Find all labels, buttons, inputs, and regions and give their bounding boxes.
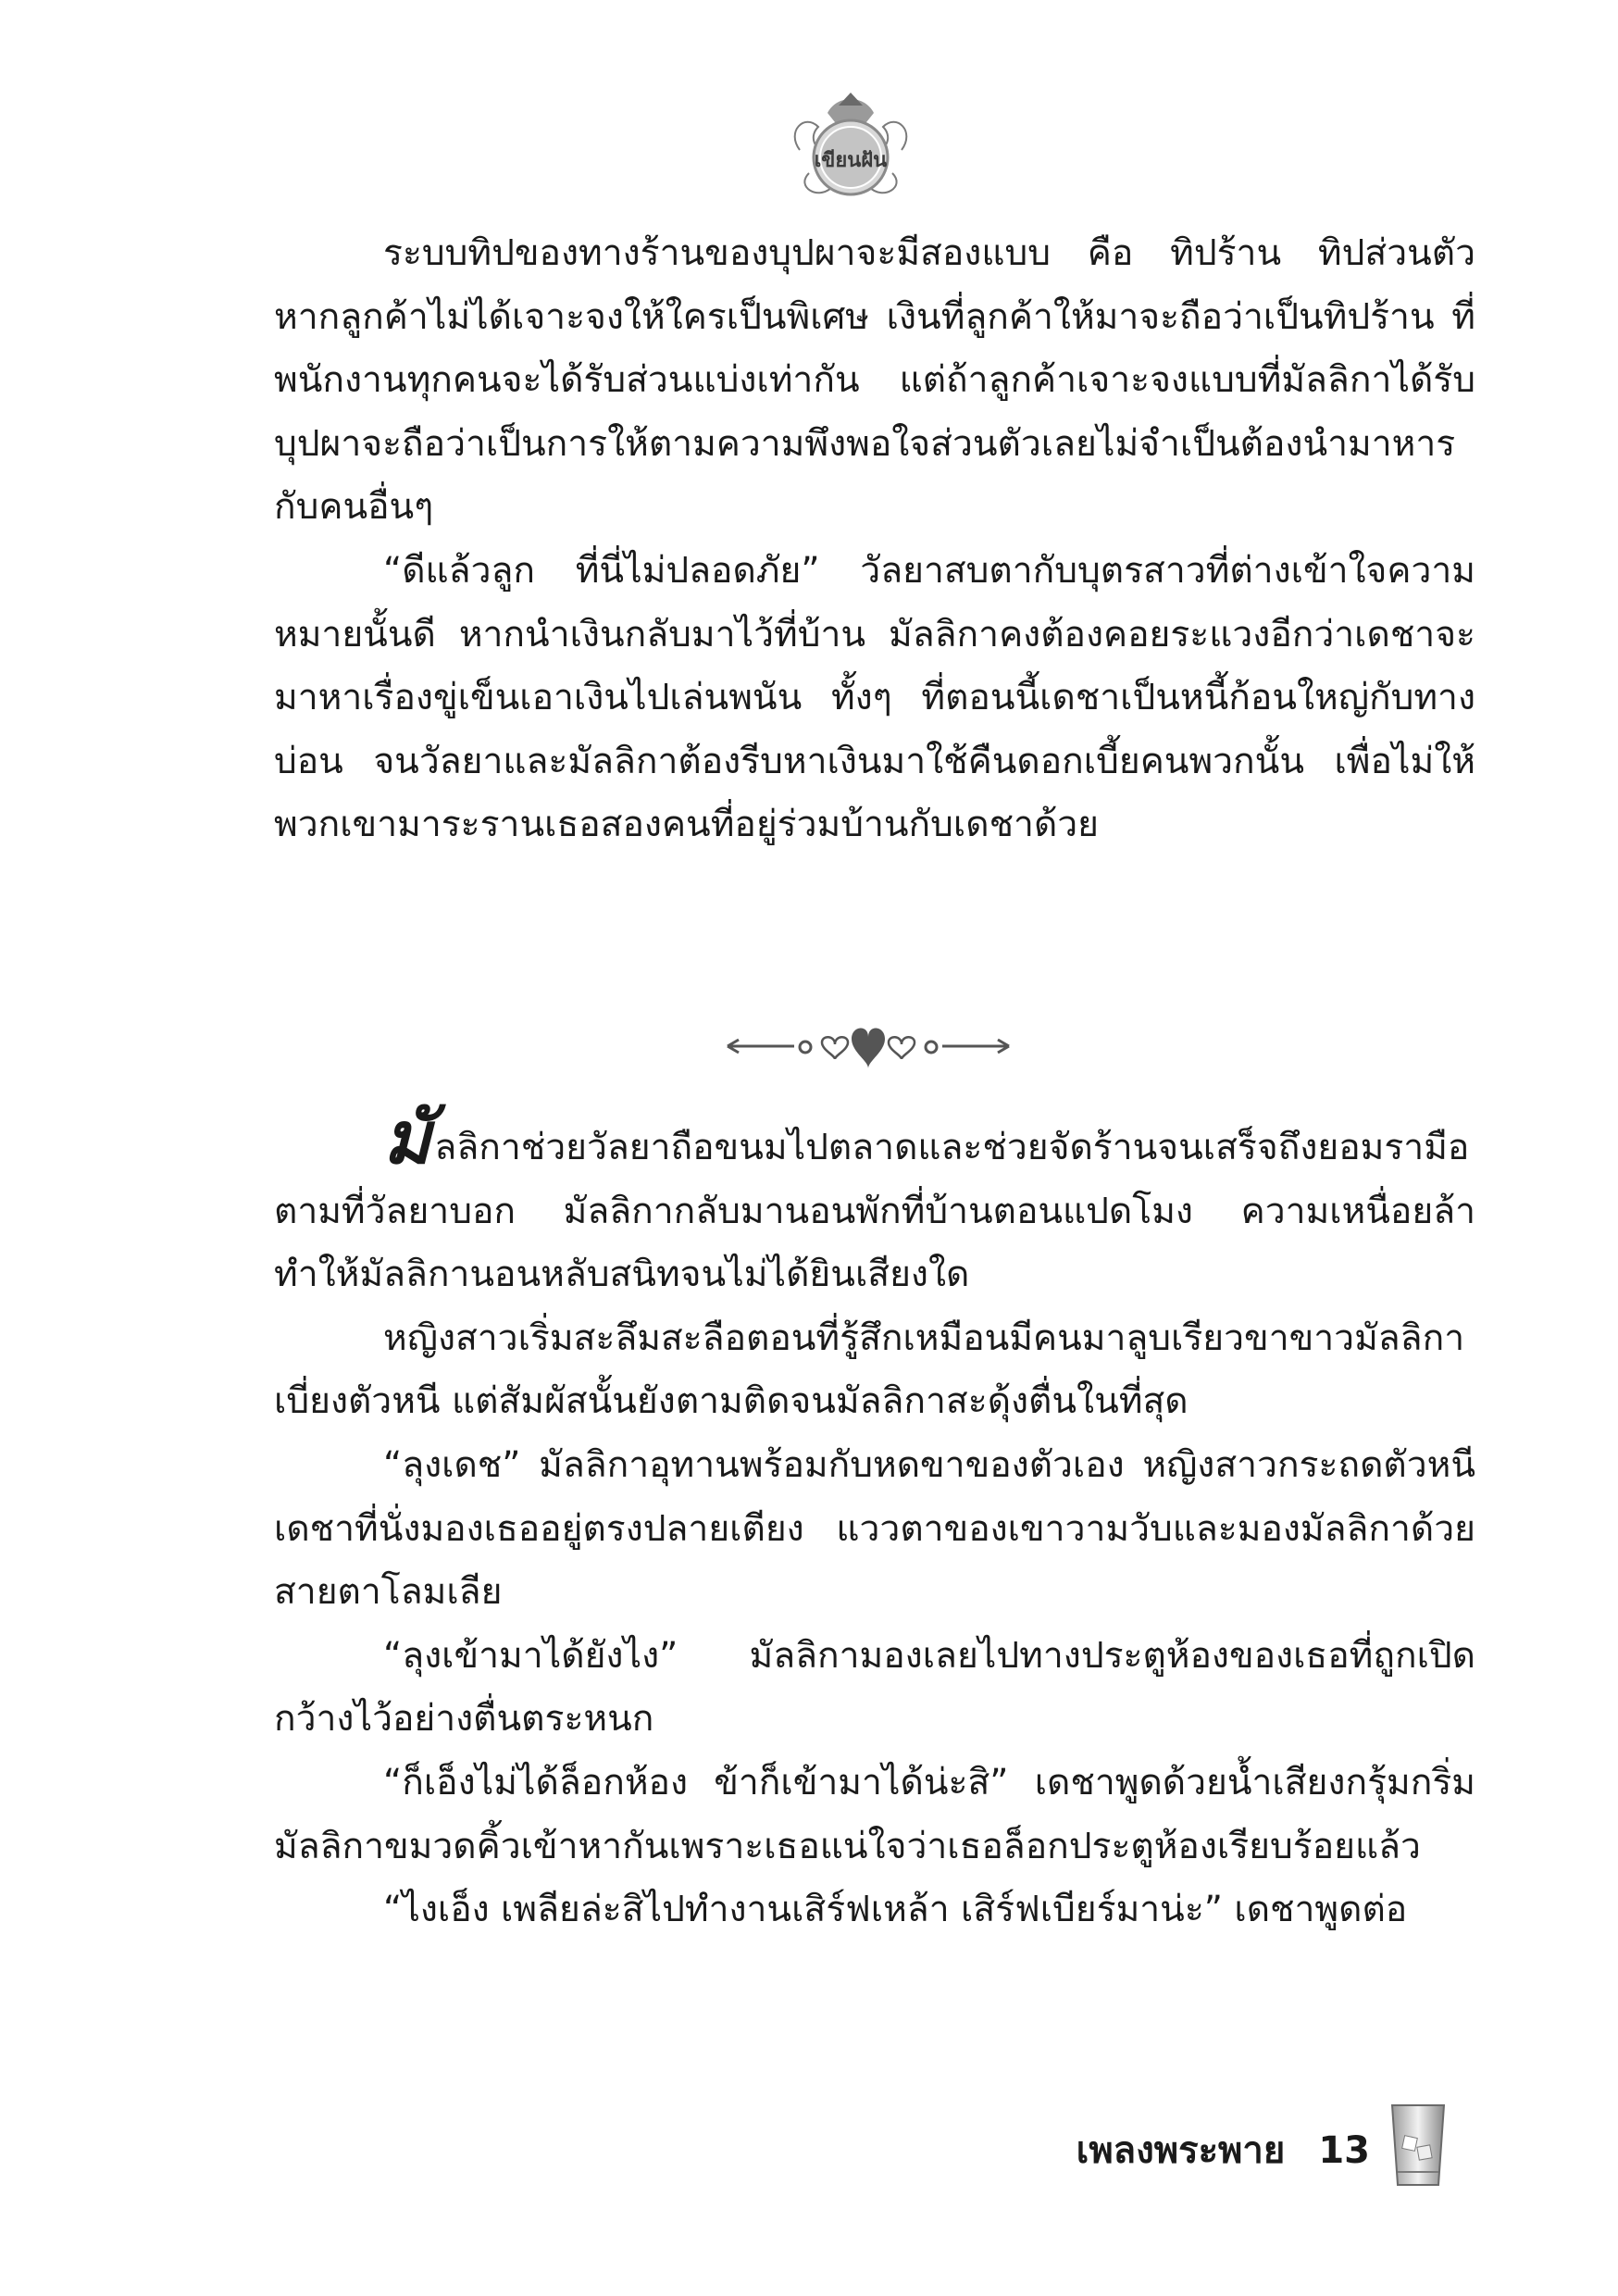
book-title: เพลงพระพาย — [1076, 2129, 1286, 2172]
ornament-divider-icon — [722, 1018, 1014, 1074]
chapter-opening-paragraph — [274, 1097, 1475, 1307]
emblem-text: เขียนฝัน — [814, 149, 888, 172]
page-number: 13 — [1318, 2129, 1370, 2172]
paragraph: หญิงสาวเริ่มสะลึมสะลือตอนที่รู้สึกเหมือนมีคนมาลูบเรียวขาขาวมัลลิกาเบี่ยงตัวหนี แต่สัมผัสนั้นยังตามติดจนมัลลิกาสะดุ้งตื่นในที่สุด — [274, 1316, 1465, 1423]
paragraph: “ก็เอ็งไม่ได้ล็อกห้อง ข้าก็เข้ามาได้น่ะสิ” เดชาพูดด้วยน้ำเสียงกรุ้มกริ่มมัลลิกาขมวดคิ้วเข้าหากันเพราะเธอแน่ใจว่าเธอล็อกประตูห้องเรียบร้อยแล้ว — [274, 1761, 1475, 1867]
paragraph: “ไงเอ็ง เพลียล่ะสิไปทำงานเสิร์ฟเหล้า เสิร์ฟเบียร์มาน่ะ” เดชาพูดต่อ — [383, 1889, 1408, 1931]
publisher-emblem-icon — [781, 85, 920, 207]
paragraph-text: ลลิกาช่วยวัลยาถือขนมไปตลาดและช่วยจัดร้านจนเสร็จถึงยอมรามือตามที่วัลยาบอก มัลลิกากลับมานอนพักที่บ้านตอนแปดโมง ความเหนื่อยล้าทำให้มัลลิกานอนหลับสนิทจนไม่ได้ยินเสียงใด — [274, 1127, 1475, 1296]
paragraph: “ดีแล้วลูก ที่นี่ไม่ปลอดภัย” วัลยาสบตากับบุตรสาวที่ต่างเข้าใจความหมายนั้นดี หากนำเงินกลับมาไว้ที่บ้าน มัลลิกาคงต้องคอยระแวงอีกว่าเดชาจะมาหาเรื่องขู่เข็นเอาเงินไปเล่นพนัน ทั้งๆ ที่ตอนนี้เดชาเป็นหนี้ก้อนใหญ่กับทางบ่อน จนวัลยาและมัลลิกาต้องรีบหาเงินมาใช้คืนดอกเบี้ยคนพวกนั้น เพื่อไม่ให้พวกเขามาระรานเธอสองคนที่อยู่ร่วมบ้านกับเดชาด้วย — [274, 549, 1475, 846]
drop-cap: มั — [383, 1097, 431, 1180]
page-footer — [1018, 2120, 1370, 2176]
paragraph: “ลุงเข้ามาได้ยังไง” มัลลิกามองเลยไปทางประตูห้องของเธอที่ถูกเปิดกว้างไว้อย่างตื่นตระหนก — [274, 1634, 1475, 1741]
text-section-2 — [274, 1097, 1475, 1942]
paragraph: ระบบทิปของทางร้านของบุปผาจะมีสองแบบ คือ ทิปร้าน ทิปส่วนตัว หากลูกค้าไม่ได้เจาะจงให้ใครเป็นพิเศษ เงินที่ลูกค้าให้มาจะถือว่าเป็นทิปร้าน ที่พนักงานทุกคนจะได้รับส่วนแบ่งเท่ากัน แต่ถ้าลูกค้าเจาะจงแบบที่มัลลิกาได้รับ บุปผาจะถือว่าเป็นการให้ตามความพึงพอใจส่วนตัวเลยไม่จำเป็นต้องนำมาหารกับคนอื่นๆ — [274, 232, 1475, 529]
paragraph: “ลุงเดช” มัลลิกาอุทานพร้อมกับหดขาของตัวเอง หญิงสาวกระถดตัวหนีเดชาที่นั่งมองเธออยู่ตรงปลายเตียง แววตาของเขาวามวับและมองมัลลิกาด้วยสายตาโลมเลีย — [274, 1443, 1475, 1614]
text-section-1 — [274, 222, 1475, 857]
glass-icon — [1388, 2100, 1448, 2192]
